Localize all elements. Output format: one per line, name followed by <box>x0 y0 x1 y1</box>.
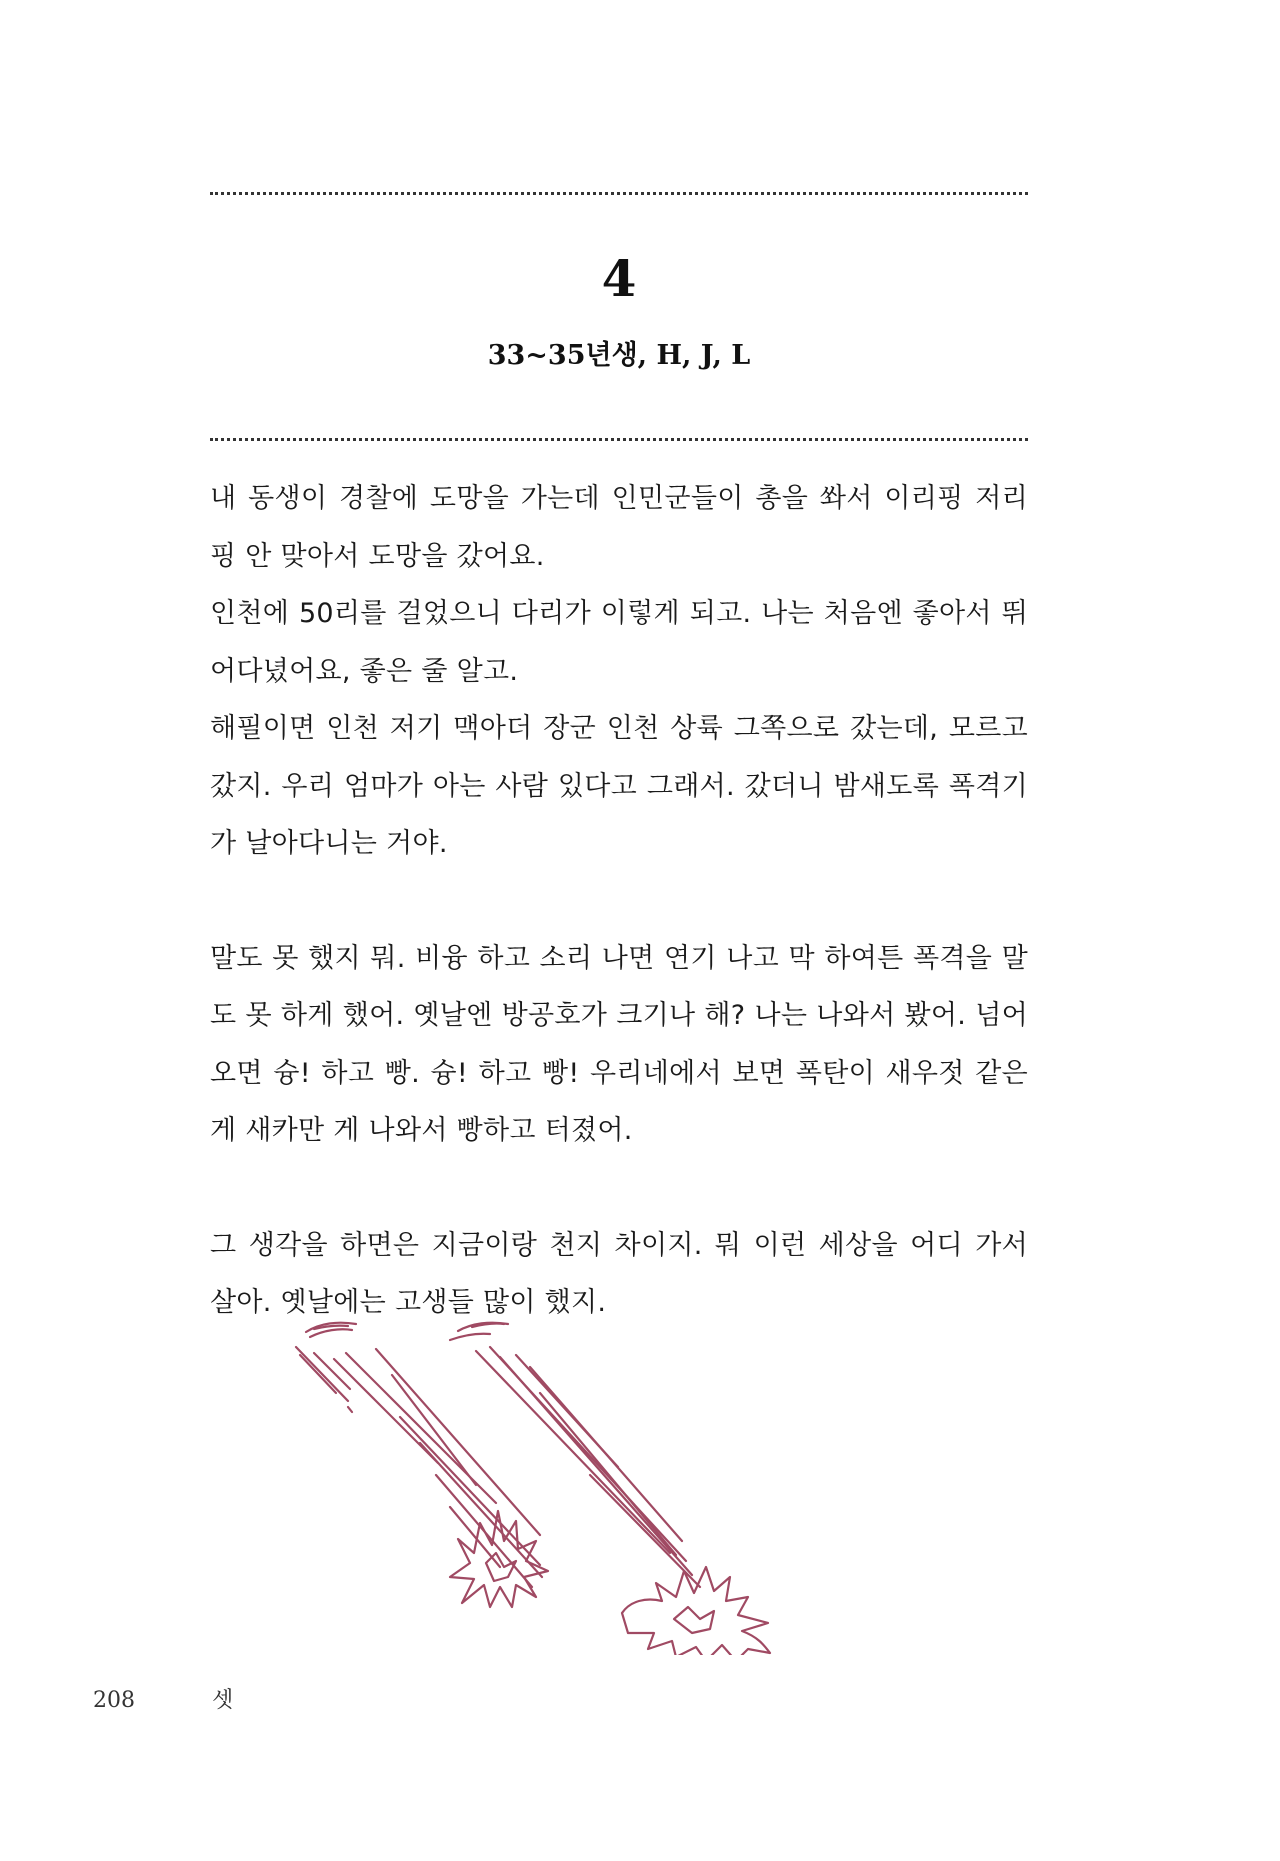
falling-bombs-explosion-icon <box>290 1315 930 1655</box>
paragraph: 인천에 50리를 걸었으니 다리가 이렇게 되고. 나는 처음엔 좋아서 뛰어다녔어요, 좋은 줄 알고. <box>210 598 1028 687</box>
page-number: 208 <box>93 1688 135 1713</box>
chapter-number: 4 <box>601 249 637 308</box>
chapter-subtitle: 33~35년생, H, J, L <box>487 340 751 371</box>
paragraph: 그 생각을 하면은 지금이랑 천지 차이지. 뭐 이런 세상을 어디 가서 살아. 옛날에는 고생들 많이 했지. <box>210 1229 1028 1318</box>
paragraph: 내 동생이 경찰에 도망을 가는데 인민군들이 총을 쏴서 이리핑 저리핑 안 맞아서 도망을 갔어요. <box>210 483 1028 572</box>
paragraph-gap <box>210 873 1028 930</box>
paragraph: 말도 못 했지 뭐. 비융 하고 소리 나면 연기 나고 막 하여튼 폭격을 말도 못 하게 했어. 옛날엔 방공호가 크기나 해? 나는 나와서 봤어. 넘어오면 슝! 하고 빵. 슝! 하고 빵! 우리네에서 보면 폭탄이 새우젓 같은 게 새카만 게 나와서 빵하고 터졌어. <box>210 942 1028 1146</box>
paragraph: 해필이면 인천 저기 맥아더 장군 인천 상륙 그쪽으로 갔는데, 모르고 갔지. 우리 엄마가 아는 사람 있다고 그래서. 갔더니 밤새도록 폭격기가 날아다니는 거야. <box>210 713 1028 859</box>
top-dotted-rule <box>210 192 1028 195</box>
bottom-dotted-rule <box>210 438 1028 441</box>
running-footer-section: 셋 <box>212 1688 234 1713</box>
paragraph-gap <box>210 1160 1028 1217</box>
body-text <box>210 470 1028 1332</box>
